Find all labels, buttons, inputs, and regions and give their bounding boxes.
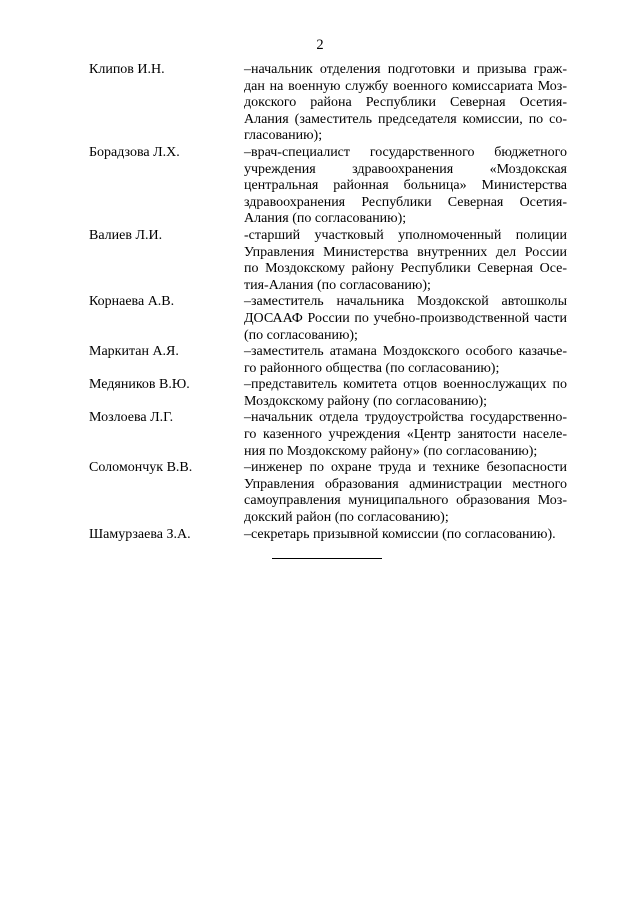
member-entry [89, 294, 567, 344]
member-name: Борадзова Л.Х. [89, 144, 180, 160]
member-name: Маркитан А.Я. [89, 344, 179, 360]
member-role-description [244, 62, 567, 145]
member-role-description [244, 145, 567, 228]
role-description-line: го казенного учреждения «Центр занятости населе- [244, 427, 567, 443]
member-name: Мозлоева Л.Г. [89, 410, 174, 426]
member-role-description [244, 410, 567, 460]
member-role-description [244, 377, 567, 410]
member-role-description [244, 228, 567, 294]
member-entry [89, 62, 567, 145]
role-description-line: Алания (по согласованию); [244, 211, 407, 227]
role-description-line: ния по Моздокскому району» (по согласованию); [244, 443, 538, 459]
role-description-line: Алания (заместитель председателя комиссии, по со- [244, 111, 567, 127]
role-description-line: гласованию); [244, 128, 323, 144]
member-entry [89, 460, 567, 526]
role-description-line: здравоохранения Республики Северная Осетия- [244, 194, 567, 210]
role-description-line: –врач-специалист государственного бюджетного [244, 144, 567, 160]
role-description-line: –представитель комитета отцов военнослужащих по [244, 377, 567, 393]
member-entry [89, 145, 567, 228]
role-description-line: тия-Алания (по согласованию); [244, 277, 431, 293]
page-number: 2 [316, 37, 324, 53]
role-description-line: ДОСААФ России по учебно-производственной части [244, 310, 567, 326]
member-name: Соломончук В.В. [89, 460, 193, 476]
role-description-line: докского района Республики Северная Осетия- [244, 95, 567, 111]
role-description-line: –инженер по охране труда и технике безопасности [244, 460, 567, 476]
role-description-line: учреждения здравоохранения «Моздокская [244, 161, 567, 177]
member-name: Валиев Л.И. [89, 227, 163, 243]
role-description-line: Управления Министерства внутренних дел России [244, 244, 567, 260]
member-entry [89, 410, 567, 460]
member-name: Медяников В.Ю. [89, 377, 190, 393]
role-description-line: –заместитель атамана Моздокского особого казачье- [244, 344, 567, 360]
role-description-line: (по согласованию); [244, 327, 358, 343]
role-description-line: Моздокскому району (по согласованию); [244, 393, 487, 409]
role-description-line: –начальник отдела трудоустройства государственно- [244, 410, 567, 426]
member-role-description [244, 294, 567, 344]
member-entry [89, 344, 567, 377]
member-role-description [244, 460, 567, 526]
role-description-line: -старший участковый уполномоченный полиции [244, 227, 567, 243]
role-description-line: –заместитель начальника Моздокской автошколы [244, 294, 567, 310]
role-description-line: го районного общества (по согласованию); [244, 360, 500, 376]
role-description-line: по Моздокскому району Республики Северная Осе- [244, 261, 567, 277]
role-description-line: самоуправления муниципального образования Моз- [244, 493, 567, 509]
member-entry [89, 377, 567, 410]
role-description-line: докский район (по согласованию); [244, 510, 449, 526]
member-role-description [244, 527, 567, 544]
closing-horizontal-rule [272, 558, 382, 559]
role-description-line: центральная районная больница» Министерства [244, 178, 567, 194]
commission-members-list [89, 62, 567, 543]
member-role-description [244, 344, 567, 377]
member-name: Клипов И.Н. [89, 62, 165, 77]
member-entry [89, 527, 567, 544]
role-description-line: Управления образования администрации местного [244, 476, 567, 492]
member-name: Корнаева А.В. [89, 294, 175, 310]
member-entry [89, 228, 567, 294]
role-description-line: –начальник отделения подготовки и призыва граж- [244, 62, 567, 77]
member-name: Шамурзаева З.А. [89, 526, 191, 542]
role-description-line: –секретарь призывной комиссии (по согласованию). [244, 526, 556, 542]
role-description-line: дан на военную службу военного комиссариата Моз- [244, 78, 567, 94]
